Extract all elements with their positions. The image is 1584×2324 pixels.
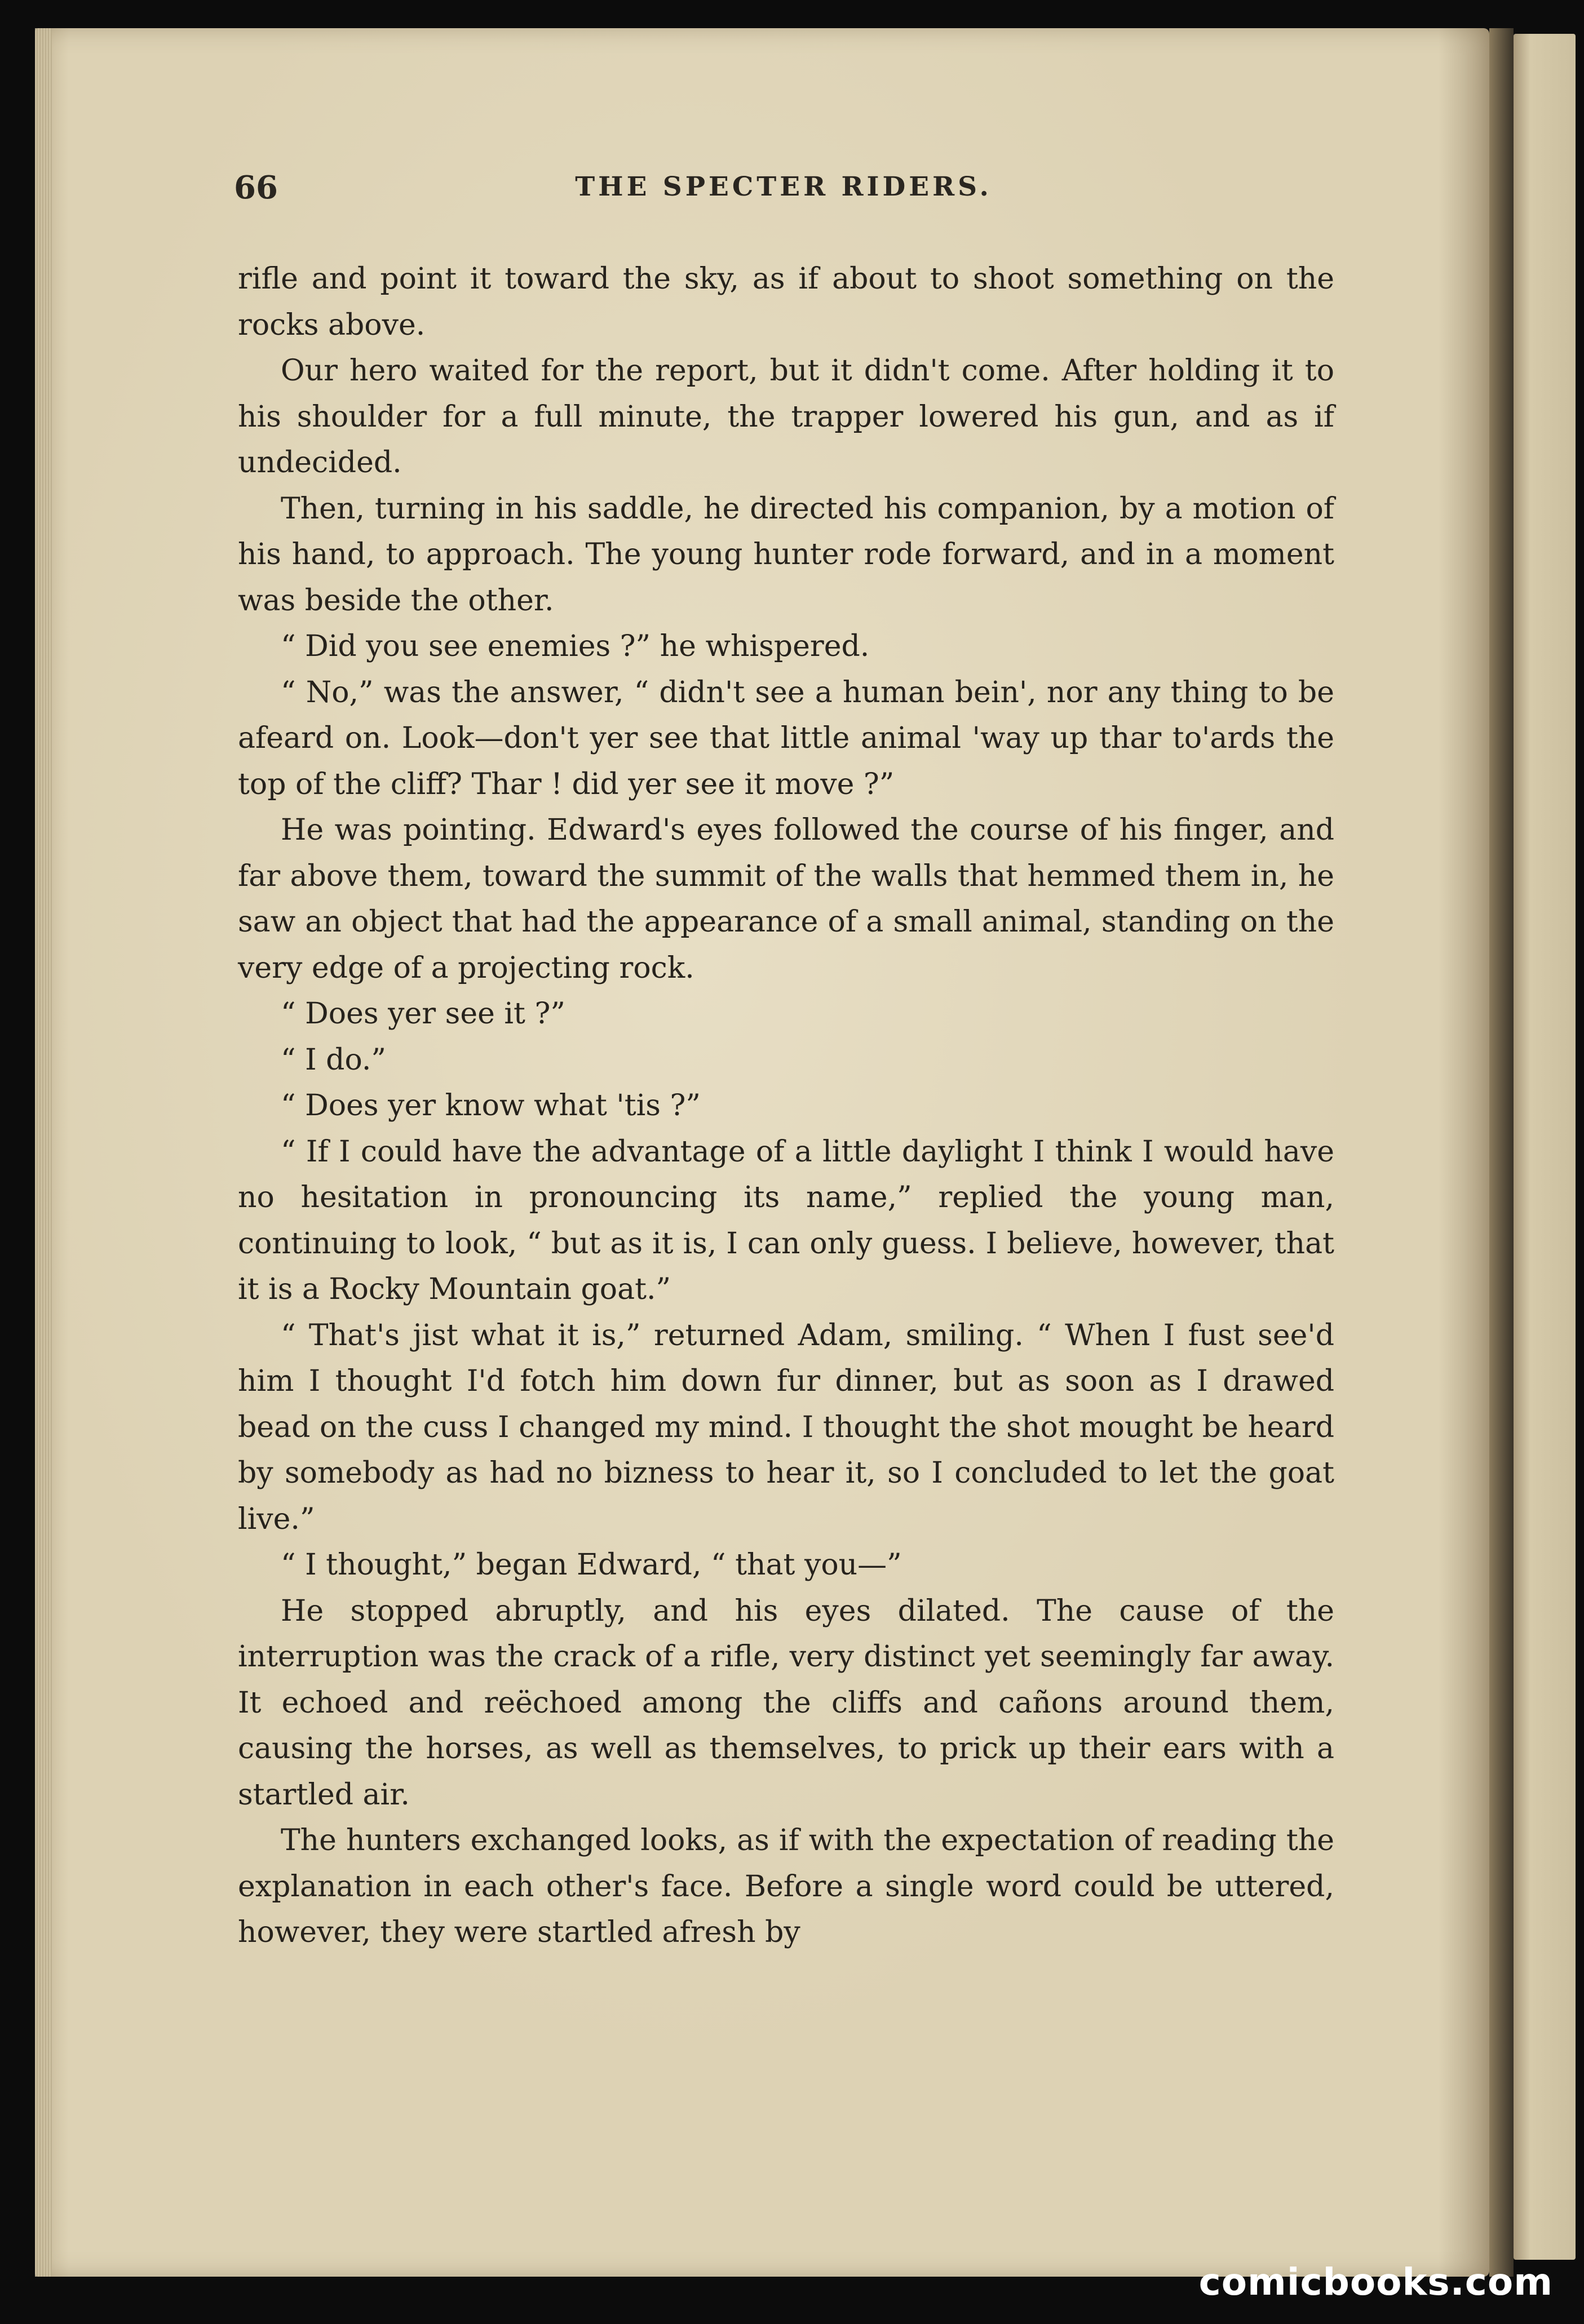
running-head: THE SPECTER RIDERS. <box>575 171 992 202</box>
paragraph: “ No,” was the answer, “ didn't see a human bein', nor any thing to be afeard on. Look—don't yer see that little animal 'way up thar to'ards the top of the cliff? Thar ! did yer see it move ?” <box>238 675 1334 801</box>
page-number: 66 <box>234 169 278 206</box>
page-header <box>234 169 1333 214</box>
paragraph: “ Did you see enemies ?” he whispered. <box>281 629 870 663</box>
facing-page-edge <box>1514 34 1576 2260</box>
paragraph: The hunters exchanged looks, as if with the expectation of reading the explanation in each other's face. Before a single word could be uttered, however, they were startled afresh by <box>238 1824 1334 1949</box>
paragraph: Our hero waited for the report, but it didn't come. After holding it to his shoulder for a full minute, the trapper lowered his gun, and as if undecided. <box>238 354 1334 480</box>
paragraph: “ Does yer see it ?” <box>281 997 565 1031</box>
paragraph: “ That's jist what it is,” returned Adam, smiling. “ When I fust see'd him I thought I'd fotch him down fur dinner, but as soon as I drawed bead on the cuss I changed my mind. I thought the shot mought be heard by somebody as had no bizness to hear it, so I concluded to let the goat live.” <box>238 1318 1334 1536</box>
paragraph: “ If I could have the advantage of a little daylight I think I would have no hesitation in pronouncing its name,” replied the young man, continuing to look, “ but as it is, I can only guess. I believe, however, that it is a Rocky Mountain goat.” <box>238 1134 1334 1306</box>
paragraph: “ I thought,” began Edward, “ that you—” <box>281 1548 902 1582</box>
book-gutter <box>1489 28 1514 2277</box>
page-body <box>238 256 1334 1956</box>
page-stack-edges <box>35 28 52 2277</box>
paragraph: He was pointing. Edward's eyes followed the course of his finger, and far above them, toward the summit of the walls that hemmed them in, he saw an object that had the appearance of a small animal, standing on the very edge of a projecting rock. <box>238 813 1334 985</box>
paragraph: rifle and point it toward the sky, as if about to shoot something on the rocks above. <box>238 262 1334 342</box>
paragraph: Then, turning in his saddle, he directed his companion, by a motion of his hand, to approach. The young hunter rode forward, and in a moment was beside the other. <box>238 491 1334 618</box>
paragraph: He stopped abruptly, and his eyes dilated. The cause of the interruption was the crack of a rifle, very distinct yet seemingly far away. It echoed and reëchoed among the cliffs and cañons around them, causing the horses, as well as themselves, to prick up their ears with a startled air. <box>238 1594 1334 1812</box>
site-watermark: comicbooks.com <box>1198 2260 1553 2304</box>
paragraph: “ Does yer know what 'tis ?” <box>281 1089 701 1123</box>
paragraph: “ I do.” <box>281 1043 386 1077</box>
